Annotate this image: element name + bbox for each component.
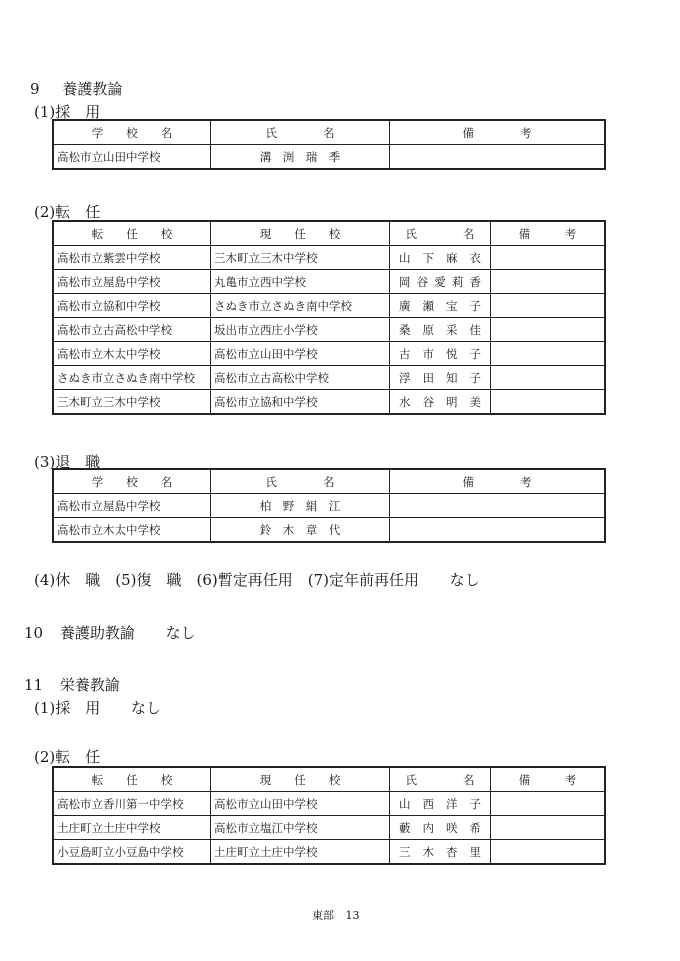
name-cell <box>390 840 491 865</box>
note-cell <box>390 494 606 518</box>
school-cell: 高松市立屋島中学校 <box>53 494 211 518</box>
name-char: 山 <box>399 796 411 811</box>
name-char: 杏 <box>446 844 458 859</box>
name-chars <box>393 322 487 338</box>
name-cell <box>390 294 491 318</box>
name-char: 谷 <box>416 274 429 289</box>
col-header: 学 校 名 <box>53 120 211 145</box>
school-cell: 高松市立木太中学校 <box>53 518 211 543</box>
name-cell: 溝 渕 瑞 季 <box>211 145 390 170</box>
current-school-cell: 高松市立協和中学校 <box>211 390 390 415</box>
section-number: 11 <box>24 676 44 694</box>
transfer-to-cell: 高松市立紫雲中学校 <box>53 246 211 270</box>
name-char: 希 <box>469 820 481 835</box>
s9-taishoku-heading: (3)退 職 <box>34 453 101 471</box>
name-cell: 鈴 木 章 代 <box>211 518 390 543</box>
col-header: 氏 名 <box>390 221 491 246</box>
name-cell <box>390 366 491 390</box>
name-char: 洋 <box>446 796 458 811</box>
name-char: 内 <box>422 820 434 835</box>
name-chars <box>393 250 487 266</box>
name-cell <box>390 816 491 840</box>
s11-saiyo-line <box>34 697 161 718</box>
section-10-heading <box>24 622 196 643</box>
s9-tennin-heading: (2)転 任 <box>34 203 101 221</box>
s9-taishoku-table <box>52 468 606 543</box>
current-school-cell: 土庄町立土庄中学校 <box>211 840 390 865</box>
table-row <box>53 294 605 318</box>
table-row <box>53 518 605 543</box>
section-title: 養護助教諭 <box>59 624 135 642</box>
name-char: 子 <box>469 796 481 811</box>
name-char: 悦 <box>446 346 458 361</box>
note-cell <box>491 318 606 342</box>
col-header: 氏 名 <box>390 767 491 792</box>
table-row <box>53 840 605 865</box>
col-header: 学 校 名 <box>53 469 211 494</box>
s9-tennin-table <box>52 220 606 415</box>
transfer-to-cell: 高松市立協和中学校 <box>53 294 211 318</box>
name-char: 藪 <box>399 820 411 835</box>
s9-others-line <box>34 569 480 590</box>
name-char: 明 <box>446 394 458 409</box>
name-char: 市 <box>422 346 434 361</box>
note-cell <box>491 816 606 840</box>
current-school-cell: さぬき市立さぬき南中学校 <box>211 294 390 318</box>
name-char: 佳 <box>469 322 481 337</box>
section-title: 養護教論 <box>62 80 123 98</box>
transfer-to-cell: 三木町立三木中学校 <box>53 390 211 415</box>
table-row <box>53 342 605 366</box>
name-char: 西 <box>422 796 434 811</box>
note-cell <box>491 270 606 294</box>
school-cell: 高松市立山田中学校 <box>53 145 211 170</box>
transfer-to-cell: 高松市立屋島中学校 <box>53 270 211 294</box>
name-char: 子 <box>469 298 481 313</box>
name-cell <box>390 792 491 816</box>
name-char: 香 <box>469 274 481 289</box>
name-char: 知 <box>446 370 458 385</box>
col-header: 転 任 校 <box>53 767 211 792</box>
name-char: 山 <box>399 250 411 265</box>
col-header: 現 任 校 <box>211 221 390 246</box>
note-cell <box>491 390 606 415</box>
name-cell <box>390 318 491 342</box>
name-chars <box>393 820 487 836</box>
name-char: 古 <box>399 346 411 361</box>
footer-label: 東部 <box>312 909 334 922</box>
name-char: 田 <box>422 370 434 385</box>
col-header: 氏 名 <box>211 120 390 145</box>
col-header: 転 任 校 <box>53 221 211 246</box>
name-char: 谷 <box>422 394 434 409</box>
s9-saiyo-table <box>52 119 606 170</box>
name-char: 下 <box>422 250 434 265</box>
name-char: 岡 <box>399 274 411 289</box>
name-char: 木 <box>422 844 434 859</box>
section-number: 10 <box>24 624 44 642</box>
s11-saiyo-value: なし <box>131 699 162 717</box>
current-school-cell: 丸亀市立西中学校 <box>211 270 390 294</box>
transfer-to-cell: 高松市立古高松中学校 <box>53 318 211 342</box>
current-school-cell: 三木町立三木中学校 <box>211 246 390 270</box>
name-char: 采 <box>446 322 458 337</box>
name-cell: 柏 野 絹 江 <box>211 494 390 518</box>
page-footer <box>312 907 360 923</box>
name-char: 水 <box>399 394 411 409</box>
table-row <box>53 390 605 415</box>
name-char: 衣 <box>469 250 481 265</box>
name-cell <box>390 342 491 366</box>
name-char: 桑 <box>399 322 411 337</box>
col-header: 現 任 校 <box>211 767 390 792</box>
name-char: 咲 <box>446 820 458 835</box>
col-header: 氏 名 <box>211 469 390 494</box>
name-char: 瀬 <box>422 298 434 313</box>
table-row <box>53 145 605 170</box>
name-char: 原 <box>422 322 434 337</box>
s11-tennin-table <box>52 766 606 865</box>
name-char: 愛 <box>434 274 446 289</box>
s11-saiyo-heading: (1)採 用 <box>34 699 101 717</box>
section-11-heading <box>24 674 120 695</box>
transfer-to-cell: 土庄町立土庄中学校 <box>53 816 211 840</box>
table-row <box>53 366 605 390</box>
note-cell <box>491 366 606 390</box>
transfer-to-cell: 高松市立香川第一中学校 <box>53 792 211 816</box>
name-char: 里 <box>469 844 481 859</box>
current-school-cell: 高松市立山田中学校 <box>211 342 390 366</box>
note-cell <box>491 792 606 816</box>
table-row <box>53 494 605 518</box>
name-char: 宝 <box>446 298 458 313</box>
name-char: 浮 <box>399 370 411 385</box>
page-number: 13 <box>345 909 360 922</box>
name-chars <box>393 346 487 362</box>
current-school-cell: 高松市立塩江中学校 <box>211 816 390 840</box>
table-row <box>53 318 605 342</box>
name-chars <box>393 370 487 386</box>
note-cell <box>491 840 606 865</box>
name-char: 子 <box>469 346 481 361</box>
name-char: 莉 <box>451 274 464 289</box>
note-cell <box>491 342 606 366</box>
section-number: 9 <box>30 80 40 98</box>
name-chars <box>393 394 487 410</box>
current-school-cell: 高松市立古高松中学校 <box>211 366 390 390</box>
transfer-to-cell: 高松市立木太中学校 <box>53 342 211 366</box>
transfer-to-cell: さぬき市立さぬき南中学校 <box>53 366 211 390</box>
note-cell <box>491 246 606 270</box>
name-chars <box>393 274 487 290</box>
name-cell <box>390 390 491 415</box>
name-char: 麻 <box>446 250 458 265</box>
s11-tennin-heading: (2)転 任 <box>34 748 101 766</box>
col-header: 備 考 <box>491 221 606 246</box>
table-row <box>53 246 605 270</box>
note-cell <box>491 294 606 318</box>
current-school-cell: 坂出市立西庄小学校 <box>211 318 390 342</box>
col-header: 備 考 <box>390 469 606 494</box>
table-row <box>53 792 605 816</box>
transfer-to-cell: 小豆島町立小豆島中学校 <box>53 840 211 865</box>
table-row <box>53 270 605 294</box>
s9-others-value: なし <box>449 571 480 589</box>
s9-saiyo-heading: (1)採 用 <box>34 103 101 121</box>
name-char: 廣 <box>399 298 411 313</box>
col-header: 備 考 <box>390 120 606 145</box>
s9-others-label: (4)休 職 (5)復 職 (6)暫定再任用 (7)定年前再任用 <box>34 571 419 589</box>
section-value: なし <box>165 624 196 642</box>
name-chars <box>393 796 487 812</box>
name-cell <box>390 270 491 294</box>
name-char: 子 <box>469 370 481 385</box>
name-cell <box>390 246 491 270</box>
section-9-heading <box>30 78 122 99</box>
table-row <box>53 816 605 840</box>
name-chars <box>393 298 487 314</box>
name-char: 美 <box>469 394 481 409</box>
note-cell <box>390 145 606 170</box>
name-chars <box>393 844 487 860</box>
note-cell <box>390 518 606 543</box>
name-char: 三 <box>399 844 411 859</box>
current-school-cell: 高松市立山田中学校 <box>211 792 390 816</box>
col-header: 備 考 <box>491 767 606 792</box>
section-title: 栄養教諭 <box>59 676 120 694</box>
